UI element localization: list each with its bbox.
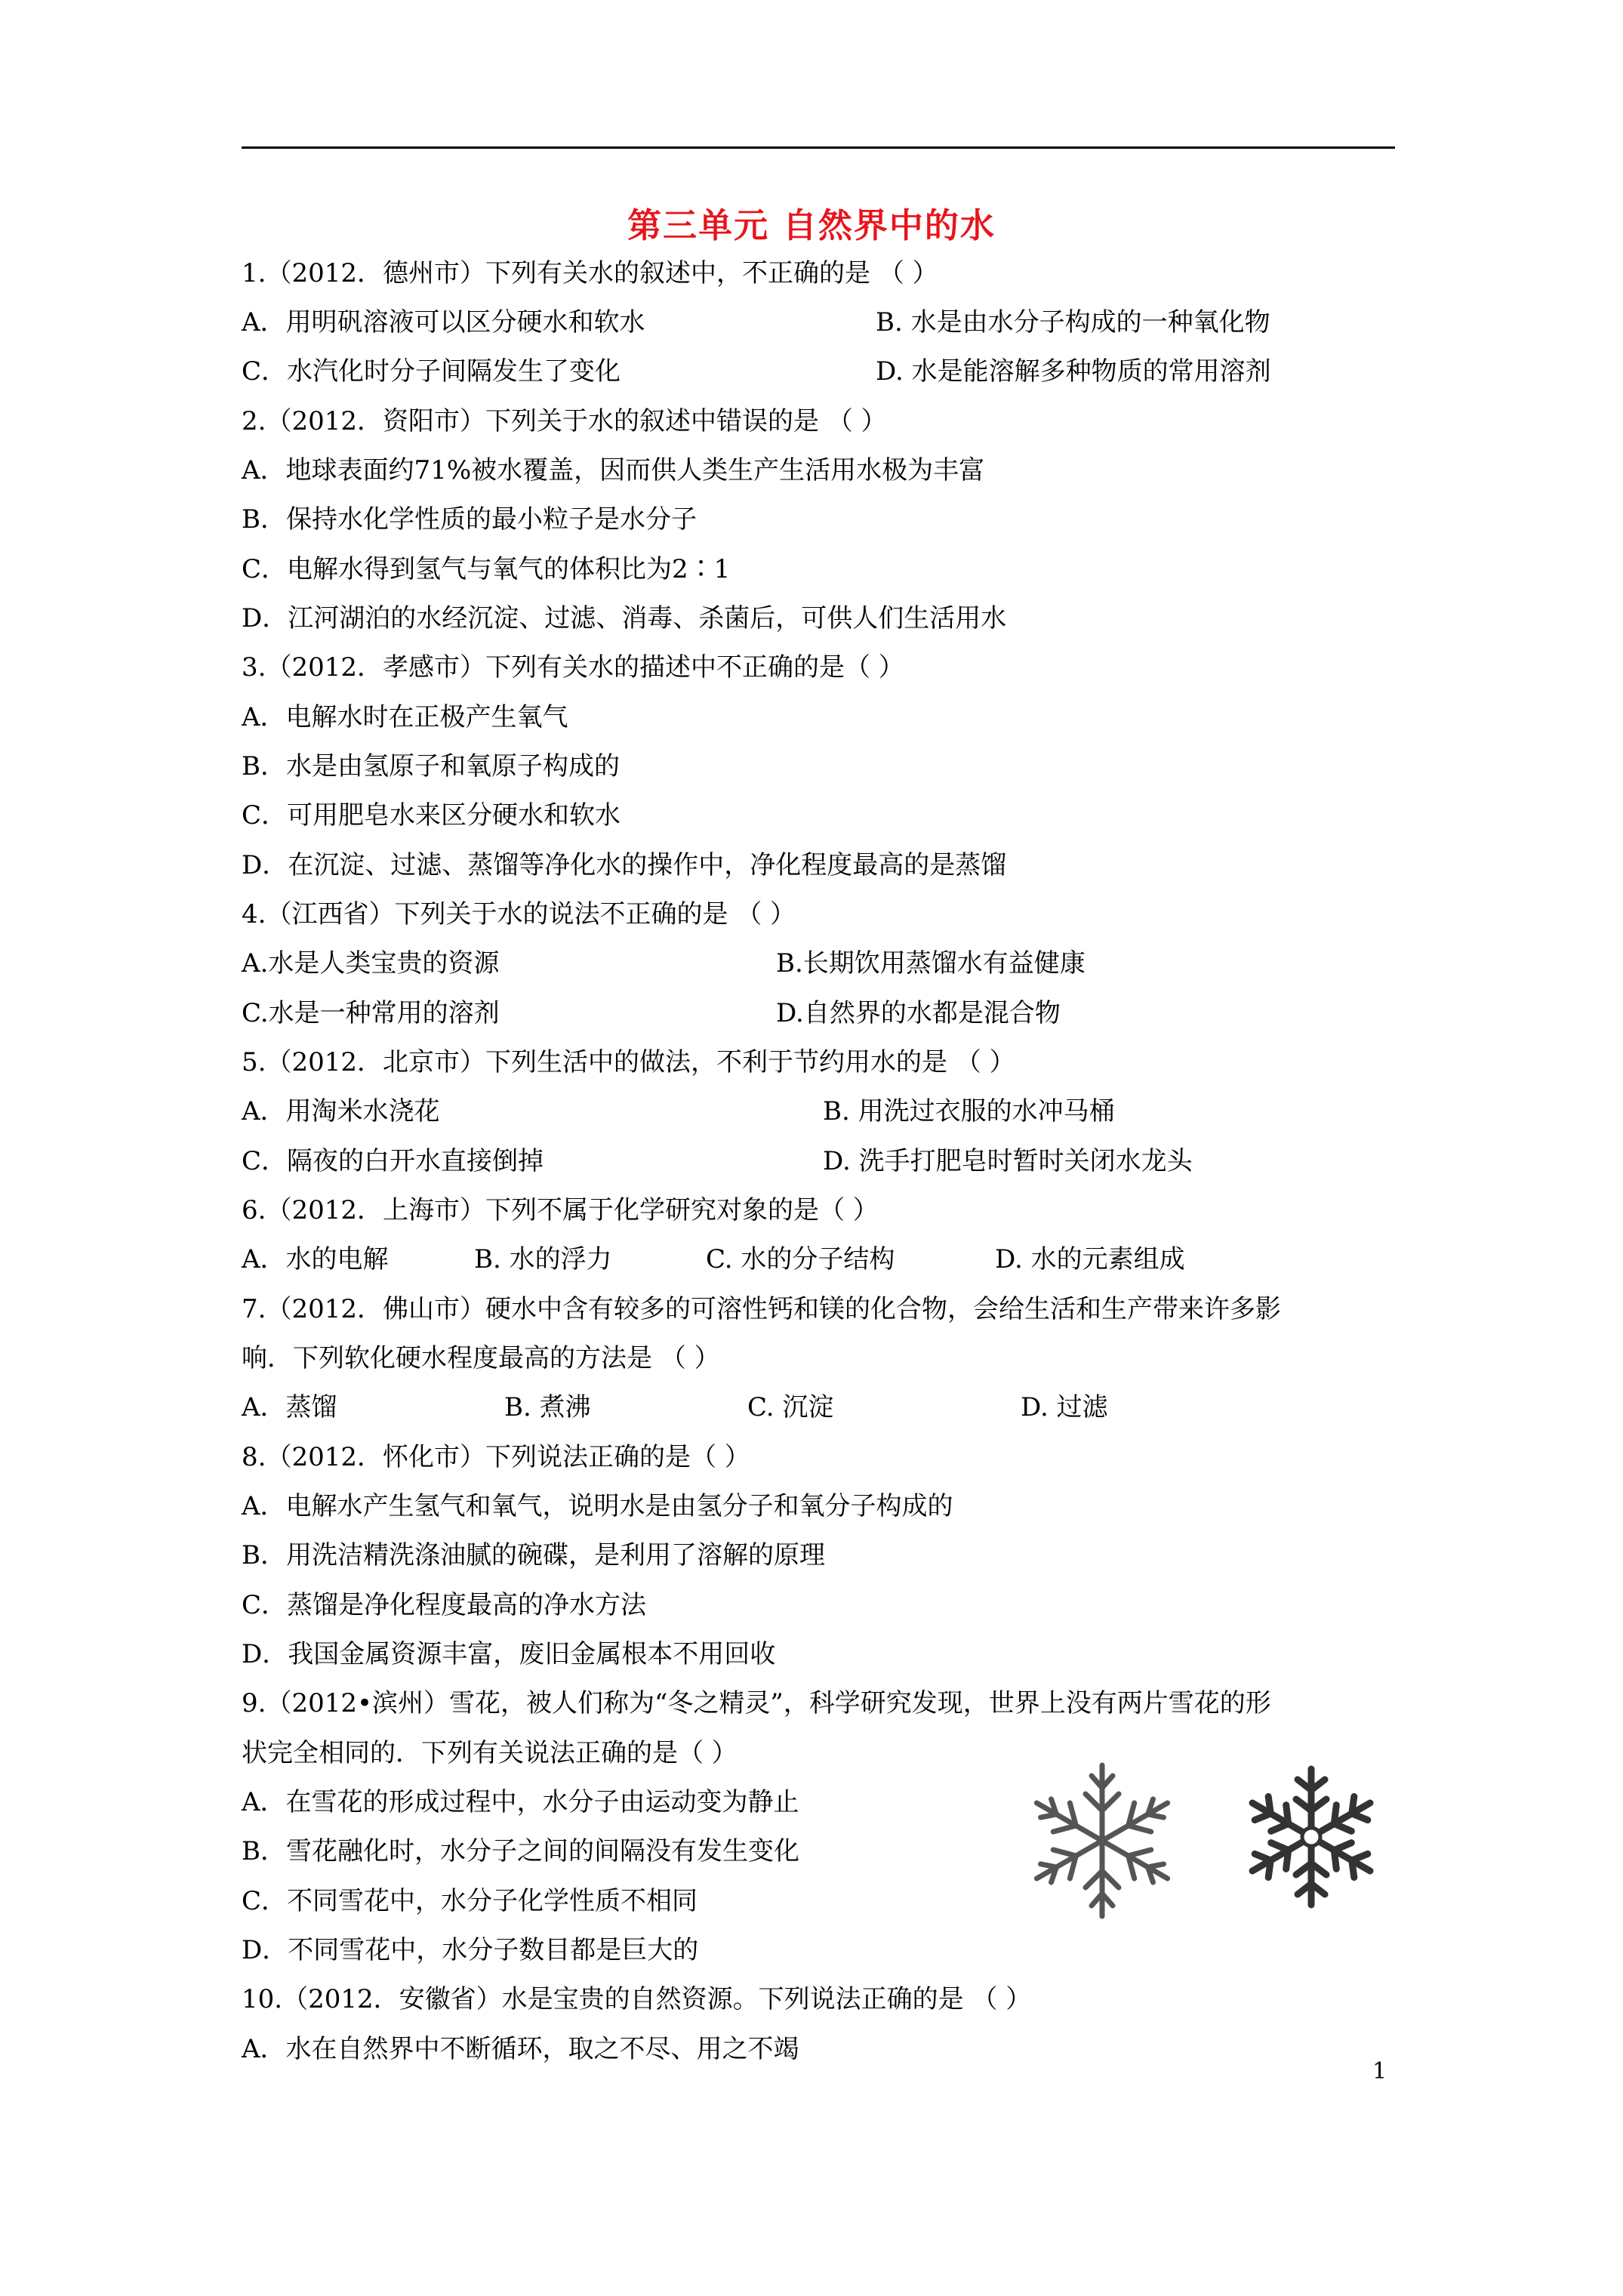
q9-option-d: D．不同雪花中，水分子数目都是巨大的 xyxy=(242,1935,699,1965)
q1-option-a: A．用明矾溶液可以区分硬水和软水 xyxy=(242,307,645,337)
q4-option-c: C.水是一种常用的溶剂 xyxy=(242,998,500,1028)
q1-option-d: D. 水是能溶解多种物质的常用溶剂 xyxy=(876,356,1271,387)
q7-option-a: A．蒸馏 xyxy=(242,1392,337,1422)
q1-option-b: B. 水是由水分子构成的一种氧化物 xyxy=(876,307,1270,337)
q6-option-b: B. 水的浮力 xyxy=(474,1244,612,1274)
q6-option-c: C. 水的分子结构 xyxy=(706,1244,895,1274)
page-title: 第三单元 自然界中的水 xyxy=(627,205,996,245)
q4-option-d: D.自然界的水都是混合物 xyxy=(776,998,1061,1028)
q5-option-c: C．隔夜的白开水直接倒掉 xyxy=(242,1146,544,1176)
q2-option-d: D．江河湖泊的水经沉淀、过滤、消毒、杀菌后，可供人们生活用水 xyxy=(242,603,1007,633)
snowflake-image-left xyxy=(1012,1758,1193,1924)
header-rule xyxy=(242,146,1395,149)
q3-option-c: C．可用肥皂水来区分硬水和软水 xyxy=(242,800,621,831)
q7-option-d: D. 过滤 xyxy=(1021,1392,1108,1422)
question-10-stem: 10.（2012．安徽省）水是宝贵的自然资源。下列说法正确的是 （ ） xyxy=(242,1984,1032,2014)
q3-option-b: B．水是由氢原子和氧原子构成的 xyxy=(242,751,620,781)
snowflake-image-right xyxy=(1232,1758,1390,1916)
question-8-stem: 8.（2012．怀化市）下列说法正确的是（ ） xyxy=(242,1442,750,1472)
question-2-stem: 2.（2012．资阳市）下列关于水的叙述中错误的是 （ ） xyxy=(242,406,887,436)
q2-option-a: A．地球表面约71%被水覆盖，因而供人类生产生活用水极为丰富 xyxy=(242,455,985,485)
q9-option-a: A．在雪花的形成过程中，水分子由运动变为静止 xyxy=(242,1787,799,1817)
q7-option-c: C. 沉淀 xyxy=(747,1392,834,1422)
q2-option-c: C．电解水得到氢气与氧气的体积比为2∶1 xyxy=(242,554,731,584)
question-6-stem: 6.（2012．上海市）下列不属于化学研究对象的是（ ） xyxy=(242,1195,879,1225)
q8-option-d: D．我国金属资源丰富，废旧金属根本不用回收 xyxy=(242,1639,776,1669)
question-9-stem-cont: 状完全相同的．下列有关说法正确的是（ ） xyxy=(242,1738,738,1768)
q6-option-d: D. 水的元素组成 xyxy=(995,1244,1185,1274)
q5-option-d: D. 洗手打肥皂时暂时关闭水龙头 xyxy=(823,1146,1193,1176)
question-5-stem: 5.（2012．北京市）下列生活中的做法，不利于节约用水的是 （ ） xyxy=(242,1047,1015,1077)
q9-option-c: C．不同雪花中，水分子化学性质不相同 xyxy=(242,1886,698,1916)
question-4-stem: 4.（江西省）下列关于水的说法不正确的是 （ ） xyxy=(242,899,796,929)
q4-option-a: A.水是人类宝贵的资源 xyxy=(242,948,500,978)
q4-option-b: B.长期饮用蒸馏水有益健康 xyxy=(776,948,1086,978)
question-9-stem: 9.（2012•滨州）雪花，被人们称为“冬之精灵”，科学研究发现，世界上没有两片雪花的形 xyxy=(242,1688,1271,1718)
q6-option-a: A．水的电解 xyxy=(242,1244,389,1274)
q3-option-a: A．电解水时在正极产生氧气 xyxy=(242,702,568,732)
q8-option-c: C．蒸馏是净化程度最高的净水方法 xyxy=(242,1590,647,1620)
q2-option-b: B．保持水化学性质的最小粒子是水分子 xyxy=(242,504,697,535)
q5-option-b: B. 用洗过衣服的水冲马桶 xyxy=(823,1096,1115,1126)
q9-option-b: B．雪花融化时，水分子之间的间隔没有发生变化 xyxy=(242,1836,799,1866)
q8-option-b: B．用洗洁精洗涤油腻的碗碟，是利用了溶解的原理 xyxy=(242,1540,825,1570)
page-number: 1 xyxy=(1372,2058,1387,2085)
question-3-stem: 3.（2012．孝感市）下列有关水的描述中不正确的是（ ） xyxy=(242,652,904,683)
q8-option-a: A．电解水产生氢气和氧气，说明水是由氢分子和氧分子构成的 xyxy=(242,1491,953,1521)
q3-option-d: D．在沉淀、过滤、蒸馏等净化水的操作中，净化程度最高的是蒸馏 xyxy=(242,850,1007,880)
question-7-stem-cont: 响．下列软化硬水程度最高的方法是 （ ） xyxy=(242,1343,720,1373)
q1-option-c: C．水汽化时分子间隔发生了变化 xyxy=(242,356,621,387)
question-7-stem: 7.（2012．佛山市）硬水中含有较多的可溶性钙和镁的化合物，会给生活和生产带来许多影 xyxy=(242,1294,1281,1324)
q10-option-a: A．水在自然界中不断循环，取之不尽、用之不竭 xyxy=(242,2034,799,2064)
q5-option-a: A．用淘米水浇花 xyxy=(242,1096,440,1126)
question-1-stem: 1.（2012．德州市）下列有关水的叙述中，不正确的是 （ ） xyxy=(242,258,938,288)
q7-option-b: B. 煮沸 xyxy=(504,1392,591,1422)
